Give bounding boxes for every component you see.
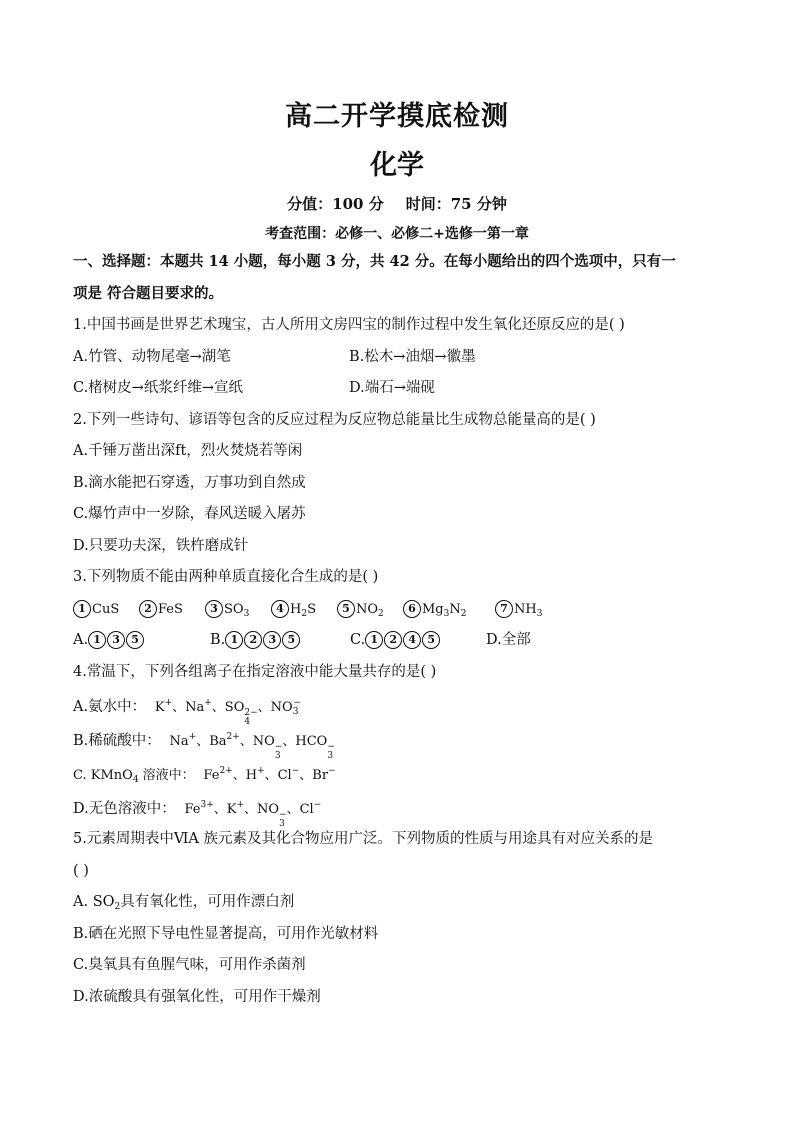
time-label: 时间：75 分钟: [405, 195, 507, 213]
circled-number: 3: [263, 631, 281, 649]
circled-number: 1: [73, 600, 91, 618]
question-4-option-a: [73, 692, 723, 726]
substance-formula: $SO_3$: [224, 601, 250, 619]
question-5-option-c: C.臭氧具有鱼腥气味，可用作杀菌剂: [73, 957, 306, 973]
substance-formula: $NH_3$: [514, 601, 543, 619]
question-2-option-a: A.千锤万凿出深ft，烈火焚烧若等闲: [73, 443, 303, 459]
question-3-substance-list: [73, 598, 723, 630]
question-3-option-c-numbers: [365, 632, 441, 648]
substance-item: [337, 598, 403, 625]
question-5-option-a-sub: 2: [114, 902, 121, 912]
question-3-option-b: [210, 629, 350, 661]
question-4-option-d-label: D.无色溶液中：: [73, 801, 176, 817]
circled-number: 1: [225, 631, 243, 649]
question-2-option-b: B.滴水能把石穿透，万事功到自然成: [73, 474, 306, 491]
question-5-option-b: B.硒在光照下导电性显著提高，可用作光敏材料: [73, 925, 379, 942]
question-5-stem: 5.元素周期表中ⅥA 族元素及其化合物应用广泛。下列物质的性质与用途具有对应关系的是: [73, 831, 653, 847]
question-5-stem-cont: ( ): [73, 862, 89, 879]
question-2-stem: 2.下列一些诗句、谚语等包含的反应过程为反应物总能量比生成物总能量高的是( ): [73, 411, 596, 428]
question-2-option-c: C.爆竹声中一岁除，春风送暖入屠苏: [73, 506, 306, 522]
circled-number: 2: [139, 600, 157, 618]
circled-number: 7: [495, 600, 513, 618]
substance-item: [139, 598, 205, 621]
question-4-option-c-label-tail: 溶液中：: [138, 768, 195, 783]
circled-number: 5: [337, 600, 355, 618]
question-4-option-b-ions: Na+、$Ba^{2+}$、NO − 3 、HCO − 3: [165, 732, 335, 761]
score-label: 分值：100 分: [287, 195, 384, 213]
question-1-options-cd: [73, 377, 723, 409]
circled-number: 4: [403, 631, 421, 649]
question-5-option-a-post: 具有氧化性，可用作漂白剂: [120, 894, 295, 910]
question-4-option-c: [73, 760, 723, 794]
circled-number: 4: [271, 600, 289, 618]
question-2-option-d: D.只要功夫深，铁杵磨成针: [73, 537, 249, 554]
question-1-option-b: B.松木→油烟→徽墨: [349, 348, 476, 365]
circled-number: 2: [244, 631, 262, 649]
question-4-option-c-label-sub: 4: [132, 775, 139, 785]
exam-range: 考查范围：必修一、必修二+选修一第一章: [265, 226, 529, 242]
question-5-option-a-pre: A. SO: [73, 894, 115, 910]
substance-item: [403, 598, 495, 625]
substance-item: [495, 598, 561, 625]
question-4-stem: 4.常温下，下列各组离子在指定溶液中能大量共存的是( ): [73, 663, 437, 680]
circled-number: 3: [107, 631, 125, 649]
question-4-option-c-label-base: C. KMnO: [73, 768, 133, 783]
question-4-option-c-label: [73, 768, 195, 783]
question-4-option-d-ions: $Fe^{3+}$、K+、NO − 3 、Cl−: [180, 800, 322, 829]
question-4-option-b: [73, 726, 723, 760]
question-4-option-d: [73, 794, 723, 828]
substance-formula: CuS: [92, 601, 120, 617]
exam-subject: 化学: [370, 150, 424, 181]
circled-number: 3: [205, 600, 223, 618]
question-5-option-d: D.浓硫酸具有强氧化性，可用作干燥剂: [73, 988, 321, 1005]
question-1-option-a: A.竹管、动物尾毫→湖笔: [73, 348, 231, 365]
question-3-option-b-label: B.: [210, 632, 226, 648]
circled-number: 5: [422, 631, 440, 649]
question-3-option-a: [73, 629, 210, 661]
circled-number: 2: [384, 631, 402, 649]
question-4-option-b-label: B.稀硫酸中：: [73, 733, 161, 749]
circled-number: 5: [282, 631, 300, 649]
question-1-option-d: D.端石→端砚: [349, 380, 435, 396]
question-3-option-d: D.全部: [486, 632, 531, 648]
substance-formula: $Mg_3N_2$: [422, 601, 467, 619]
exam-meta: [0, 193, 794, 214]
section-heading-line2: 项是 符合题目要求的。: [73, 284, 224, 302]
substance-formula: $H_2S$: [290, 601, 316, 619]
circled-number: 1: [365, 631, 383, 649]
question-3-option-b-numbers: [225, 632, 301, 648]
question-3-options: [73, 629, 723, 661]
circled-number: 5: [126, 631, 144, 649]
question-4-option-c-ions: $Fe^{2+}$、H+、Cl−、Br−: [199, 766, 336, 783]
question-3-option-a-label: A.: [73, 632, 89, 648]
substance-item: [205, 598, 271, 625]
question-3-stem: 3.下列物质不能由两种单质直接化合生成的是( ): [73, 569, 379, 585]
question-1-option-c: C.楮树皮→纸浆纤维→宣纸: [73, 380, 243, 396]
question-3-option-c: [350, 629, 486, 661]
substance-item: [271, 598, 337, 625]
question-4-option-a-label: A.氨水中：: [73, 699, 147, 715]
exam-content: [73, 251, 723, 1017]
substance-formula: FeS: [158, 601, 183, 617]
question-3-option-c-label: C.: [350, 632, 366, 648]
question-1-stem: 1.中国书画是世界艺术瑰宝，古人所用文房四宝的制作过程中发生氧化还原反应的是( ): [73, 317, 625, 333]
exam-title: 高二开学摸底检测: [285, 101, 509, 132]
circled-number: 6: [403, 600, 421, 618]
question-1-options-ab: [73, 346, 723, 378]
substance-formula: $NO_2$: [356, 601, 384, 619]
question-5-option-a: [73, 891, 723, 923]
question-4-option-a-ions: K+、Na+、SO 2− 4 、$NO_3^-$: [150, 698, 301, 727]
circled-number: 1: [88, 631, 106, 649]
question-3-option-a-numbers: [88, 632, 145, 648]
section-heading-line1: 一、选择题：本题共 14 小题，每小题 3 分，共 42 分。在每小题给出的四个选项中，只有一: [73, 253, 676, 270]
substance-item: [73, 598, 139, 621]
